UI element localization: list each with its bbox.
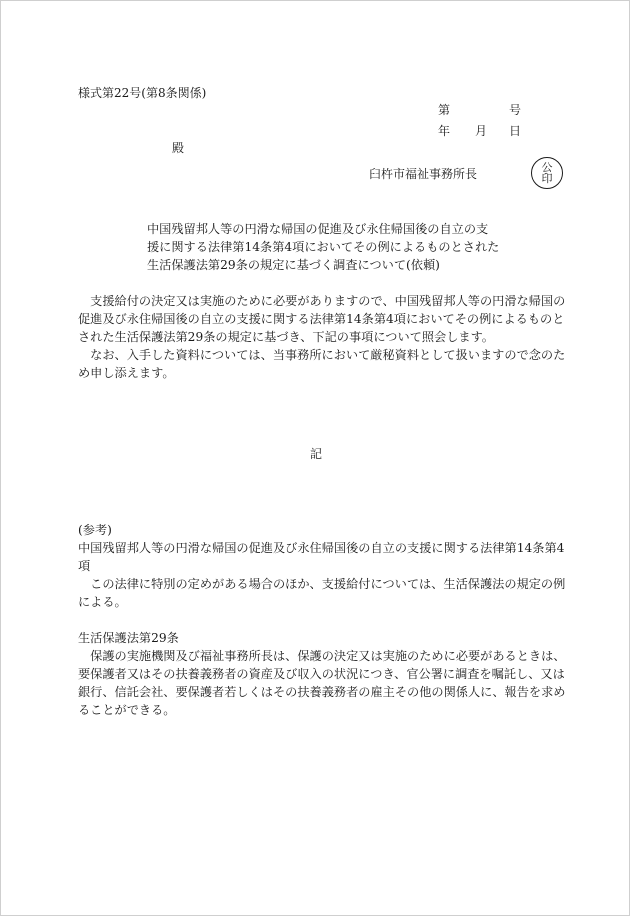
reference-section	[78, 521, 566, 719]
reference-line: ることができる。	[78, 703, 176, 717]
reference-line: 要保護者又はその扶養義務者の資産及び収入の状況につき、官公署に調査を嘱託し、又は	[78, 667, 565, 681]
form-number: 様式第22号(第8条関係)	[78, 86, 207, 100]
subject-title	[147, 220, 499, 274]
body-line: 支援給付の決定又は実施のために必要がありますので、中国残留邦人等の円滑な帰国の	[78, 294, 566, 308]
doc-number-prefix: 第	[438, 103, 451, 117]
reference-heading: (参考)	[78, 523, 112, 537]
date-day: 日	[509, 124, 522, 138]
subject-line: 生活保護法第29条の規定に基づく調査について(依頼)	[147, 258, 440, 272]
body-line: 促進及び永住帰国後の自立の支援に関する法律第14条第4項においてその例によるものと	[78, 312, 565, 326]
doc-number-suffix: 号	[509, 103, 522, 117]
date-year: 年	[438, 124, 451, 138]
body-line: された生活保護法第29条の規定に基づき、下記の事項について照会します。	[78, 330, 494, 344]
reference-line: 保護の実施機関及び福祉事務所長は、保護の決定又は実施のために必要があるときは、	[78, 649, 566, 663]
reference-line: この法律に特別の定めがある場合のほか、支援給付については、生活保護法の規定の例	[78, 577, 566, 591]
subject-line: 援に関する法律第14条第4項においてその例によるものとされた	[147, 240, 500, 254]
body-line: め申し添えます。	[78, 366, 175, 380]
seal-char-1: 公	[541, 161, 553, 174]
ki-heading: 記	[310, 447, 323, 461]
sender-title: 臼杵市福祉事務所長	[369, 167, 478, 181]
seal-char-2: 印	[541, 172, 553, 185]
reference-line: 中国残留邦人等の円滑な帰国の促進及び永住帰国後の自立の支援に関する法律第14条第4	[78, 541, 565, 555]
subject-line: 中国残留邦人等の円滑な帰国の促進及び永住帰国後の自立の支	[147, 222, 489, 236]
addressee-suffix: 殿	[172, 141, 185, 155]
reference-line: 項	[78, 559, 91, 573]
reference-line: による。	[78, 595, 127, 609]
body-line: なお、入手した資料については、当事務所において厳秘資料として扱いますので念のた	[78, 348, 566, 362]
spacer	[78, 611, 558, 629]
reference-line: 生活保護法第29条	[78, 631, 179, 645]
request-body	[78, 292, 566, 382]
official-seal	[531, 157, 563, 189]
reference-line: 銀行、信託会社、要保護者若しくはその扶養義務者の雇主その他の関係人に、報告を求め	[78, 685, 566, 699]
date-month: 月	[475, 124, 488, 138]
